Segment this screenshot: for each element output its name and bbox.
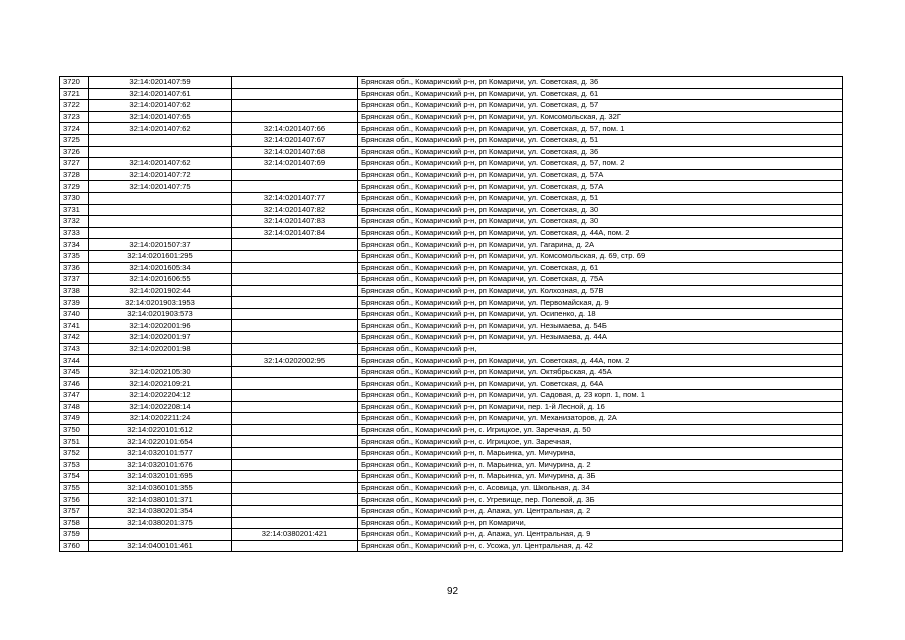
row-number-cell: 3752: [60, 448, 89, 460]
cadastral-number-cell: 32:14:0202001:96: [89, 320, 232, 332]
address-cell: Брянская обл., Комаричский р-н, рп Комаричи, ул. Советская, д. 75А: [358, 274, 843, 286]
table-row: [60, 285, 843, 297]
address-cell: Брянская обл., Комаричский р-н, рп Комаричи, ул. Первомайская, д. 9: [358, 297, 843, 309]
cadastral-number-cell: 32:14:0201605:34: [89, 262, 232, 274]
row-number-cell: 3726: [60, 146, 89, 158]
linked-cadastral-number-cell: 32:14:0380201:421: [232, 529, 358, 541]
address-cell: Брянская обл., Комаричский р-н, рп Комаричи, ул. Октябрьская, д. 45А: [358, 366, 843, 378]
address-cell: Брянская обл., Комаричский р-н, рп Комаричи, ул. Комсомольская, д. 69, стр. 69: [358, 250, 843, 262]
address-cell: Брянская обл., Комаричский р-н, п. Марьинка, ул. Мичурина, д. 2: [358, 459, 843, 471]
linked-cadastral-number-cell: [232, 413, 358, 425]
table-row: [60, 308, 843, 320]
cadastral-number-cell: 32:14:0320101:695: [89, 471, 232, 483]
table-row: [60, 77, 843, 89]
address-cell: Брянская обл., Комаричский р-н, рп Комаричи, ул. Советская, д. 36: [358, 146, 843, 158]
row-number-cell: 3727: [60, 158, 89, 170]
cadastral-number-cell: 32:14:0202211:24: [89, 413, 232, 425]
cadastral-number-cell: 32:14:0220101:612: [89, 424, 232, 436]
cadastral-number-cell: 32:14:0320101:676: [89, 459, 232, 471]
row-number-cell: 3724: [60, 123, 89, 135]
linked-cadastral-number-cell: [232, 540, 358, 552]
cadastral-number-cell: 32:14:0201407:72: [89, 169, 232, 181]
address-cell: Брянская обл., Комаричский р-н, рп Комаричи, ул. Осипенко, д. 18: [358, 308, 843, 320]
address-cell: Брянская обл., Комаричский р-н, рп Комаричи, ул. Советская, д. 57А: [358, 181, 843, 193]
table-row: [60, 366, 843, 378]
linked-cadastral-number-cell: [232, 505, 358, 517]
cadastral-number-cell: [89, 192, 232, 204]
table-row: [60, 378, 843, 390]
address-cell: Брянская обл., Комаричский р-н, с. Асовица, ул. Школьная, д. 34: [358, 482, 843, 494]
row-number-cell: 3747: [60, 390, 89, 402]
row-number-cell: 3738: [60, 285, 89, 297]
table-row: [60, 123, 843, 135]
row-number-cell: 3739: [60, 297, 89, 309]
table-row: [60, 216, 843, 228]
linked-cadastral-number-cell: [232, 77, 358, 89]
table-row: [60, 181, 843, 193]
linked-cadastral-number-cell: [232, 390, 358, 402]
address-cell: Брянская обл., Комаричский р-н, рп Комаричи, ул. Советская, д. 36: [358, 77, 843, 89]
table-row: [60, 494, 843, 506]
row-number-cell: 3753: [60, 459, 89, 471]
linked-cadastral-number-cell: [232, 448, 358, 460]
row-number-cell: 3721: [60, 88, 89, 100]
linked-cadastral-number-cell: [232, 169, 358, 181]
cadastral-number-cell: [89, 529, 232, 541]
table-row: [60, 158, 843, 170]
table-row: [60, 192, 843, 204]
address-cell: Брянская обл., Комаричский р-н, рп Комаричи,: [358, 517, 843, 529]
cadastral-number-cell: [89, 134, 232, 146]
row-number-cell: 3733: [60, 227, 89, 239]
table-row: [60, 134, 843, 146]
row-number-cell: 3754: [60, 471, 89, 483]
address-cell: Брянская обл., Комаричский р-н, рп Комаричи, ул. Советская, д. 30: [358, 204, 843, 216]
linked-cadastral-number-cell: [232, 401, 358, 413]
address-cell: Брянская обл., Комаричский р-н, рп Комаричи, ул. Механизаторов, д. 2А: [358, 413, 843, 425]
linked-cadastral-number-cell: 32:14:0201407:84: [232, 227, 358, 239]
row-number-cell: 3723: [60, 111, 89, 123]
table-row: [60, 413, 843, 425]
row-number-cell: 3722: [60, 100, 89, 112]
linked-cadastral-number-cell: 32:14:0201407:83: [232, 216, 358, 228]
address-cell: Брянская обл., Комаричский р-н, рп Комаричи, ул. Незымаева, д. 54Б: [358, 320, 843, 332]
cadastral-number-cell: 32:14:0201407:59: [89, 77, 232, 89]
cadastral-number-cell: 32:14:0201902:44: [89, 285, 232, 297]
linked-cadastral-number-cell: [232, 436, 358, 448]
address-cell: Брянская обл., Комаричский р-н, с. Усожа, ул. Центральная, д. 42: [358, 540, 843, 552]
row-number-cell: 3731: [60, 204, 89, 216]
address-cell: Брянская обл., Комаричский р-н, д. Апажа, ул. Центральная, д. 2: [358, 505, 843, 517]
linked-cadastral-number-cell: [232, 250, 358, 262]
row-number-cell: 3750: [60, 424, 89, 436]
address-cell: Брянская обл., Комаричский р-н, с. Угревище, пер. Полевой, д. 3Б: [358, 494, 843, 506]
cadastral-number-cell: 32:14:0201407:75: [89, 181, 232, 193]
linked-cadastral-number-cell: 32:14:0202002:95: [232, 355, 358, 367]
address-cell: Брянская обл., Комаричский р-н, рп Комаричи, ул. Советская, д. 51: [358, 134, 843, 146]
address-cell: Брянская обл., Комаричский р-н, рп Комаричи, ул. Гагарина, д. 2А: [358, 239, 843, 251]
cadastral-number-cell: [89, 227, 232, 239]
linked-cadastral-number-cell: [232, 378, 358, 390]
cadastral-number-cell: 32:14:0201407:62: [89, 158, 232, 170]
address-cell: Брянская обл., Комаричский р-н, рп Комаричи, ул. Советская, д. 57, пом. 2: [358, 158, 843, 170]
linked-cadastral-number-cell: [232, 297, 358, 309]
table-row: [60, 146, 843, 158]
cadastral-number-cell: 32:14:0380101:371: [89, 494, 232, 506]
row-number-cell: 3729: [60, 181, 89, 193]
linked-cadastral-number-cell: 32:14:0201407:82: [232, 204, 358, 216]
linked-cadastral-number-cell: 32:14:0201407:67: [232, 134, 358, 146]
cadastral-number-cell: 32:14:0201903:1953: [89, 297, 232, 309]
cadastral-number-cell: 32:14:0201407:62: [89, 100, 232, 112]
linked-cadastral-number-cell: [232, 88, 358, 100]
row-number-cell: 3740: [60, 308, 89, 320]
address-cell: Брянская обл., Комаричский р-н,: [358, 343, 843, 355]
linked-cadastral-number-cell: [232, 181, 358, 193]
cadastral-number-cell: 32:14:0201606:55: [89, 274, 232, 286]
linked-cadastral-number-cell: [232, 111, 358, 123]
table-row: [60, 459, 843, 471]
address-cell: Брянская обл., Комаричский р-н, рп Комаричи, ул. Незымаева, д. 44А: [358, 332, 843, 344]
row-number-cell: 3720: [60, 77, 89, 89]
row-number-cell: 3735: [60, 250, 89, 262]
table-row: [60, 88, 843, 100]
linked-cadastral-number-cell: [232, 262, 358, 274]
address-cell: Брянская обл., Комаричский р-н, рп Комаричи, ул. Советская, д. 30: [358, 216, 843, 228]
table-row: [60, 320, 843, 332]
linked-cadastral-number-cell: [232, 308, 358, 320]
address-cell: Брянская обл., Комаричский р-н, д. Апажа, ул. Центральная, д. 9: [358, 529, 843, 541]
address-cell: Брянская обл., Комаричский р-н, рп Комаричи, ул. Советская, д. 57А: [358, 169, 843, 181]
cadastral-number-cell: 32:14:0202208:14: [89, 401, 232, 413]
row-number-cell: 3741: [60, 320, 89, 332]
address-cell: Брянская обл., Комаричский р-н, рп Комаричи, ул. Советская, д. 64А: [358, 378, 843, 390]
linked-cadastral-number-cell: [232, 332, 358, 344]
row-number-cell: 3755: [60, 482, 89, 494]
address-cell: Брянская обл., Комаричский р-н, рп Комаричи, ул. Советская, д. 44А, пом. 2: [358, 227, 843, 239]
table-row: [60, 482, 843, 494]
linked-cadastral-number-cell: [232, 471, 358, 483]
cadastral-number-cell: 32:14:0202204:12: [89, 390, 232, 402]
cadastral-number-cell: [89, 204, 232, 216]
table-row: [60, 471, 843, 483]
row-number-cell: 3728: [60, 169, 89, 181]
row-number-cell: 3751: [60, 436, 89, 448]
cadastral-number-cell: [89, 355, 232, 367]
row-number-cell: 3734: [60, 239, 89, 251]
table-row: [60, 227, 843, 239]
table-row: [60, 390, 843, 402]
cadastral-number-cell: 32:14:0202105:30: [89, 366, 232, 378]
linked-cadastral-number-cell: [232, 517, 358, 529]
row-number-cell: 3730: [60, 192, 89, 204]
table-row: [60, 517, 843, 529]
table-row: [60, 401, 843, 413]
registry-table: [59, 76, 843, 552]
row-number-cell: 3756: [60, 494, 89, 506]
row-number-cell: 3725: [60, 134, 89, 146]
table-row: [60, 355, 843, 367]
table-row: [60, 169, 843, 181]
cadastral-number-cell: 32:14:0201407:65: [89, 111, 232, 123]
cadastral-number-cell: [89, 216, 232, 228]
row-number-cell: 3746: [60, 378, 89, 390]
cadastral-number-cell: 32:14:0202109:21: [89, 378, 232, 390]
linked-cadastral-number-cell: 32:14:0201407:69: [232, 158, 358, 170]
row-number-cell: 3732: [60, 216, 89, 228]
table-row: [60, 204, 843, 216]
address-cell: Брянская обл., Комаричский р-н, с. Игрицкое, ул. Заречная, д. 50: [358, 424, 843, 436]
cadastral-number-cell: 32:14:0400101:461: [89, 540, 232, 552]
table-row: [60, 332, 843, 344]
cadastral-number-cell: 32:14:0360101:355: [89, 482, 232, 494]
row-number-cell: 3743: [60, 343, 89, 355]
row-number-cell: 3757: [60, 505, 89, 517]
linked-cadastral-number-cell: [232, 343, 358, 355]
linked-cadastral-number-cell: [232, 100, 358, 112]
row-number-cell: 3758: [60, 517, 89, 529]
address-cell: Брянская обл., Комаричский р-н, рп Комаричи, ул. Колхозная, д. 57В: [358, 285, 843, 297]
address-cell: Брянская обл., Комаричский р-н, рп Комаричи, ул. Советская, д. 61: [358, 88, 843, 100]
row-number-cell: 3744: [60, 355, 89, 367]
address-cell: Брянская обл., Комаричский р-н, рп Комаричи, ул. Советская, д. 44А, пом. 2: [358, 355, 843, 367]
cadastral-number-cell: 32:14:0202001:97: [89, 332, 232, 344]
cadastral-number-cell: [89, 146, 232, 158]
address-cell: Брянская обл., Комаричский р-н, рп Комаричи, ул. Советская, д. 61: [358, 262, 843, 274]
row-number-cell: 3737: [60, 274, 89, 286]
linked-cadastral-number-cell: [232, 482, 358, 494]
cadastral-number-cell: 32:14:0201601:295: [89, 250, 232, 262]
linked-cadastral-number-cell: [232, 239, 358, 251]
page-number: 92: [446, 586, 459, 597]
cadastral-number-cell: 32:14:0202001:98: [89, 343, 232, 355]
cadastral-number-cell: 32:14:0380201:354: [89, 505, 232, 517]
table-row: [60, 343, 843, 355]
table-row: [60, 297, 843, 309]
address-cell: Брянская обл., Комаричский р-н, рп Комаричи, ул. Советская, д. 57: [358, 100, 843, 112]
linked-cadastral-number-cell: [232, 320, 358, 332]
table-row: [60, 250, 843, 262]
row-number-cell: 3749: [60, 413, 89, 425]
linked-cadastral-number-cell: [232, 459, 358, 471]
linked-cadastral-number-cell: [232, 366, 358, 378]
cadastral-number-cell: 32:14:0201407:61: [89, 88, 232, 100]
table-row: [60, 239, 843, 251]
cadastral-number-cell: 32:14:0201407:62: [89, 123, 232, 135]
address-cell: Брянская обл., Комаричский р-н, п. Марьинка, ул. Мичурина, д. 3Б: [358, 471, 843, 483]
table-row: [60, 262, 843, 274]
row-number-cell: 3760: [60, 540, 89, 552]
table-row: [60, 111, 843, 123]
row-number-cell: 3759: [60, 529, 89, 541]
linked-cadastral-number-cell: 32:14:0201407:77: [232, 192, 358, 204]
address-cell: Брянская обл., Комаричский р-н, рп Комаричи, ул. Комсомольская, д. 32Г: [358, 111, 843, 123]
linked-cadastral-number-cell: [232, 285, 358, 297]
table-row: [60, 505, 843, 517]
linked-cadastral-number-cell: 32:14:0201407:68: [232, 146, 358, 158]
linked-cadastral-number-cell: [232, 274, 358, 286]
row-number-cell: 3745: [60, 366, 89, 378]
table-row: [60, 424, 843, 436]
table-row: [60, 540, 843, 552]
address-cell: Брянская обл., Комаричский р-н, рп Комаричи, пер. 1-й Лесной, д. 16: [358, 401, 843, 413]
address-cell: Брянская обл., Комаричский р-н, п. Марьинка, ул. Мичурина,: [358, 448, 843, 460]
cadastral-number-cell: 32:14:0320101:577: [89, 448, 232, 460]
table-row: [60, 274, 843, 286]
table-row: [60, 100, 843, 112]
cadastral-number-cell: 32:14:0201903:573: [89, 308, 232, 320]
address-cell: Брянская обл., Комаричский р-н, рп Комаричи, ул. Советская, д. 57, пом. 1: [358, 123, 843, 135]
row-number-cell: 3742: [60, 332, 89, 344]
address-cell: Брянская обл., Комаричский р-н, с. Игрицкое, ул. Заречная,: [358, 436, 843, 448]
linked-cadastral-number-cell: [232, 424, 358, 436]
registry-table-body: [60, 77, 843, 552]
table-row: [60, 448, 843, 460]
table-row: [60, 529, 843, 541]
linked-cadastral-number-cell: [232, 494, 358, 506]
address-cell: Брянская обл., Комаричский р-н, рп Комаричи, ул. Садовая, д. 23 корп. 1, пом. 1: [358, 390, 843, 402]
cadastral-number-cell: 32:14:0380201:375: [89, 517, 232, 529]
row-number-cell: 3736: [60, 262, 89, 274]
cadastral-number-cell: 32:14:0220101:654: [89, 436, 232, 448]
address-cell: Брянская обл., Комаричский р-н, рп Комаричи, ул. Советская, д. 51: [358, 192, 843, 204]
linked-cadastral-number-cell: 32:14:0201407:66: [232, 123, 358, 135]
cadastral-number-cell: 32:14:0201507:37: [89, 239, 232, 251]
row-number-cell: 3748: [60, 401, 89, 413]
table-row: [60, 436, 843, 448]
